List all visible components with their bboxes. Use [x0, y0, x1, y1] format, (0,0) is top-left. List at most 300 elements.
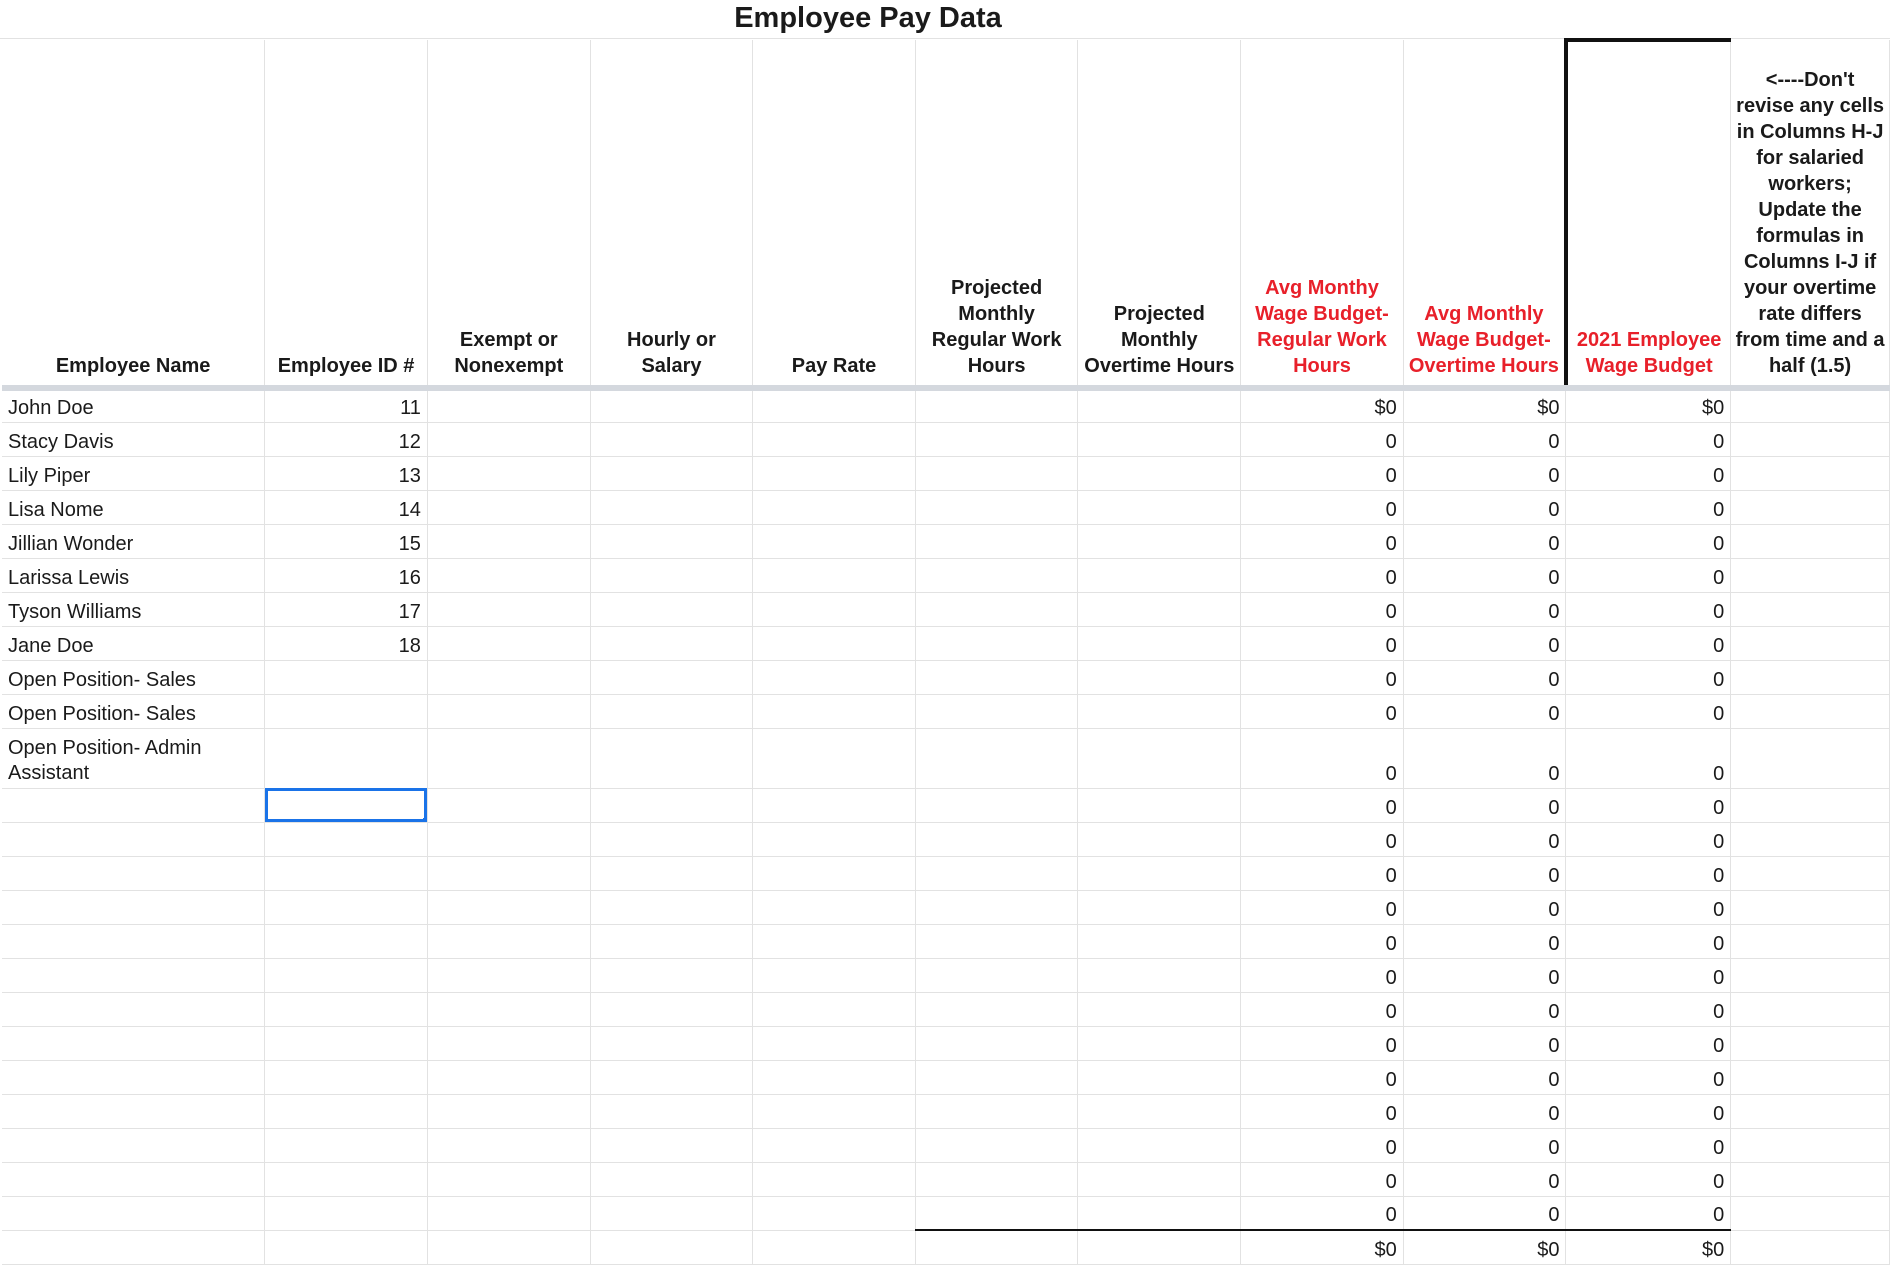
cell-employee-name[interactable]: [2, 1162, 265, 1196]
header-note[interactable]: <----Don't revise any cells in Columns H-J for salaried workers; Update the formulas in Columns I-J if your overtime rate differs from time and a half (1.5): [1731, 40, 1890, 388]
cell-hourly-salary[interactable]: [590, 1162, 753, 1196]
cell-2021-wage-budget[interactable]: 0: [1566, 728, 1731, 788]
cell-employee-name[interactable]: Larissa Lewis: [2, 558, 265, 592]
cell-wage-budget-overtime[interactable]: 0: [1403, 924, 1566, 958]
cell-wage-budget-regular[interactable]: 0: [1241, 788, 1404, 822]
cell-wage-budget-regular[interactable]: 0: [1241, 924, 1404, 958]
cell-note[interactable]: [1731, 558, 1890, 592]
cell-note[interactable]: [1731, 388, 1890, 422]
cell-note[interactable]: [1731, 1026, 1890, 1060]
cell-wage-budget-overtime[interactable]: 0: [1403, 524, 1566, 558]
cell-exempt[interactable]: [427, 856, 590, 890]
cell-employee-name[interactable]: Jane Doe: [2, 626, 265, 660]
totals-row: [2, 1230, 1890, 1264]
cell-employee-name[interactable]: [2, 1196, 265, 1230]
cell-wage-budget-regular[interactable]: 0: [1241, 1094, 1404, 1128]
cell-2021-wage-budget[interactable]: 0: [1566, 822, 1731, 856]
cell-note[interactable]: [1731, 456, 1890, 490]
cell-pay-rate[interactable]: [753, 788, 915, 822]
cell-pay-rate[interactable]: [753, 1026, 915, 1060]
header-wage-budget-regular[interactable]: Avg Monthy Wage Budget- Regular Work Hours: [1241, 40, 1404, 388]
cell-exempt[interactable]: [427, 558, 590, 592]
cell-2021-wage-budget[interactable]: 0: [1566, 524, 1731, 558]
cell-regular-hours[interactable]: [915, 1162, 1078, 1196]
table-row: [2, 856, 1890, 890]
cell-exempt[interactable]: [427, 822, 590, 856]
cell-overtime-hours[interactable]: [1078, 1094, 1241, 1128]
cell-overtime-hours[interactable]: [1078, 1196, 1241, 1230]
cell-note[interactable]: [1731, 694, 1890, 728]
cell-hourly-salary[interactable]: [590, 626, 753, 660]
cell-exempt[interactable]: [427, 490, 590, 524]
cell-regular-hours[interactable]: [915, 1094, 1078, 1128]
cell-wage-budget-regular[interactable]: 0: [1241, 456, 1404, 490]
cell-overtime-hours[interactable]: [1078, 626, 1241, 660]
cell-overtime-hours[interactable]: [1078, 1060, 1241, 1094]
cell-note[interactable]: [1731, 490, 1890, 524]
cell-2021-wage-budget[interactable]: 0: [1566, 992, 1731, 1026]
cell-employee-id[interactable]: [265, 924, 428, 958]
cell-2021-wage-budget[interactable]: 0: [1566, 958, 1731, 992]
cell-regular-hours[interactable]: [915, 890, 1078, 924]
cell-hourly-salary[interactable]: [590, 1196, 753, 1230]
cell-wage-budget-overtime[interactable]: 0: [1403, 558, 1566, 592]
cell-overtime-hours[interactable]: [1078, 422, 1241, 456]
cell-overtime-hours[interactable]: [1078, 992, 1241, 1026]
cell-employee-id[interactable]: [265, 660, 428, 694]
cell-hourly-salary[interactable]: [590, 558, 753, 592]
cell-2021-wage-budget[interactable]: 0: [1566, 856, 1731, 890]
cell-2021-wage-budget[interactable]: 0: [1566, 890, 1731, 924]
cell-2021-wage-budget[interactable]: 0: [1566, 456, 1731, 490]
cell-employee-id[interactable]: [265, 992, 428, 1026]
cell-pay-rate[interactable]: [753, 388, 915, 422]
cell-wage-budget-overtime[interactable]: 0: [1403, 822, 1566, 856]
cell-employee-name[interactable]: Tyson Williams: [2, 592, 265, 626]
cell-overtime-hours[interactable]: [1078, 822, 1241, 856]
cell-overtime-hours[interactable]: [1078, 728, 1241, 788]
cell-pay-rate[interactable]: [753, 558, 915, 592]
cell-note[interactable]: [1731, 1162, 1890, 1196]
cell-exempt[interactable]: [427, 388, 590, 422]
cell-employee-name[interactable]: Open Position- Sales: [2, 694, 265, 728]
cell-employee-id[interactable]: [265, 1196, 428, 1230]
cell-note[interactable]: [1731, 1128, 1890, 1162]
cell-employee-name[interactable]: [2, 1094, 265, 1128]
cell-wage-budget-overtime[interactable]: 0: [1403, 1162, 1566, 1196]
cell-wage-budget-overtime[interactable]: 0: [1403, 592, 1566, 626]
cell-pay-rate[interactable]: [753, 856, 915, 890]
cell-regular-hours[interactable]: [915, 1060, 1078, 1094]
cell-regular-hours[interactable]: [915, 694, 1078, 728]
total-cell[interactable]: [2, 1230, 265, 1264]
cell-hourly-salary[interactable]: [590, 490, 753, 524]
cell-wage-budget-overtime[interactable]: 0: [1403, 456, 1566, 490]
cell-hourly-salary[interactable]: [590, 992, 753, 1026]
cell-employee-id[interactable]: [265, 728, 428, 788]
cell-employee-name[interactable]: [2, 992, 265, 1026]
cell-employee-name[interactable]: [2, 1128, 265, 1162]
cell-wage-budget-regular[interactable]: 0: [1241, 856, 1404, 890]
cell-overtime-hours[interactable]: [1078, 1128, 1241, 1162]
cell-employee-name[interactable]: [2, 1060, 265, 1094]
cell-regular-hours[interactable]: [915, 788, 1078, 822]
cell-exempt[interactable]: [427, 626, 590, 660]
header-employee-id[interactable]: Employee ID #: [265, 40, 428, 388]
header-overtime-hours[interactable]: Projected Monthly Overtime Hours: [1078, 40, 1241, 388]
cell-employee-id[interactable]: [265, 1094, 428, 1128]
cell-employee-id[interactable]: [265, 1162, 428, 1196]
cell-hourly-salary[interactable]: [590, 592, 753, 626]
cell-wage-budget-overtime[interactable]: 0: [1403, 890, 1566, 924]
cell-note[interactable]: [1731, 1196, 1890, 1230]
cell-employee-id[interactable]: 17: [265, 592, 428, 626]
cell-wage-budget-regular[interactable]: 0: [1241, 592, 1404, 626]
cell-wage-budget-overtime[interactable]: 0: [1403, 1196, 1566, 1230]
cell-employee-id[interactable]: [265, 1060, 428, 1094]
cell-hourly-salary[interactable]: [590, 728, 753, 788]
cell-overtime-hours[interactable]: [1078, 490, 1241, 524]
cell-hourly-salary[interactable]: [590, 958, 753, 992]
cell-note[interactable]: [1731, 524, 1890, 558]
cell-exempt[interactable]: [427, 992, 590, 1026]
total-cell[interactable]: [1731, 1230, 1890, 1264]
cell-overtime-hours[interactable]: [1078, 524, 1241, 558]
cell-2021-wage-budget[interactable]: $0: [1566, 388, 1731, 422]
cell-pay-rate[interactable]: [753, 1162, 915, 1196]
cell-hourly-salary[interactable]: [590, 890, 753, 924]
cell-2021-wage-budget[interactable]: 0: [1566, 694, 1731, 728]
cell-wage-budget-regular[interactable]: 0: [1241, 660, 1404, 694]
cell-2021-wage-budget[interactable]: 0: [1566, 1162, 1731, 1196]
cell-2021-wage-budget[interactable]: 0: [1566, 1026, 1731, 1060]
cell-employee-id[interactable]: 11: [265, 388, 428, 422]
cell-employee-id[interactable]: [265, 958, 428, 992]
cell-regular-hours[interactable]: [915, 856, 1078, 890]
cell-pay-rate[interactable]: [753, 456, 915, 490]
cell-note[interactable]: [1731, 856, 1890, 890]
cell-wage-budget-overtime[interactable]: 0: [1403, 992, 1566, 1026]
cell-pay-rate[interactable]: [753, 1060, 915, 1094]
cell-overtime-hours[interactable]: [1078, 694, 1241, 728]
table-row: [2, 728, 1890, 788]
cell-2021-wage-budget[interactable]: 0: [1566, 558, 1731, 592]
cell-hourly-salary[interactable]: [590, 924, 753, 958]
cell-exempt[interactable]: [427, 592, 590, 626]
cell-2021-wage-budget[interactable]: 0: [1566, 592, 1731, 626]
total-2021-wage-budget[interactable]: $0: [1566, 1230, 1731, 1264]
cell-wage-budget-regular[interactable]: 0: [1241, 694, 1404, 728]
cell-employee-name[interactable]: [2, 822, 265, 856]
cell-regular-hours[interactable]: [915, 924, 1078, 958]
cell-employee-id[interactable]: [265, 822, 428, 856]
cell-pay-rate[interactable]: [753, 694, 915, 728]
cell-wage-budget-overtime[interactable]: 0: [1403, 1060, 1566, 1094]
cell-regular-hours[interactable]: [915, 660, 1078, 694]
cell-wage-budget-regular[interactable]: 0: [1241, 958, 1404, 992]
cell-employee-name[interactable]: Jillian Wonder: [2, 524, 265, 558]
cell-wage-budget-overtime[interactable]: 0: [1403, 660, 1566, 694]
cell-pay-rate[interactable]: [753, 422, 915, 456]
cell-wage-budget-regular[interactable]: 0: [1241, 626, 1404, 660]
cell-hourly-salary[interactable]: [590, 694, 753, 728]
header-regular-hours[interactable]: Projected Monthly Regular Work Hours: [915, 40, 1078, 388]
total-cell[interactable]: [915, 1230, 1078, 1264]
cell-exempt[interactable]: [427, 1094, 590, 1128]
cell-regular-hours[interactable]: [915, 558, 1078, 592]
cell-employee-name[interactable]: Lily Piper: [2, 456, 265, 490]
cell-2021-wage-budget[interactable]: 0: [1566, 1060, 1731, 1094]
cell-pay-rate[interactable]: [753, 992, 915, 1026]
cell-overtime-hours[interactable]: [1078, 890, 1241, 924]
cell-note[interactable]: [1731, 626, 1890, 660]
cell-employee-id[interactable]: 16: [265, 558, 428, 592]
header-2021-wage-budget[interactable]: 2021 Employee Wage Budget: [1566, 40, 1731, 388]
cell-regular-hours[interactable]: [915, 490, 1078, 524]
cell-employee-name[interactable]: Open Position- Sales: [2, 660, 265, 694]
cell-hourly-salary[interactable]: [590, 660, 753, 694]
cell-2021-wage-budget[interactable]: 0: [1566, 924, 1731, 958]
cell-employee-name[interactable]: Stacy Davis: [2, 422, 265, 456]
total-cell[interactable]: [753, 1230, 915, 1264]
cell-wage-budget-overtime[interactable]: 0: [1403, 1026, 1566, 1060]
total-cell[interactable]: [265, 1230, 428, 1264]
cell-overtime-hours[interactable]: [1078, 788, 1241, 822]
sheet-title: Employee Pay Data: [734, 2, 1002, 34]
cell-regular-hours[interactable]: [915, 822, 1078, 856]
cell-regular-hours[interactable]: [915, 1128, 1078, 1162]
cell-hourly-salary[interactable]: [590, 388, 753, 422]
cell-overtime-hours[interactable]: [1078, 558, 1241, 592]
total-cell[interactable]: [590, 1230, 753, 1264]
table-row: [2, 890, 1890, 924]
cell-hourly-salary[interactable]: [590, 524, 753, 558]
cell-regular-hours[interactable]: [915, 456, 1078, 490]
cell-exempt[interactable]: [427, 1128, 590, 1162]
cell-employee-id[interactable]: [265, 1128, 428, 1162]
cell-wage-budget-regular[interactable]: 0: [1241, 524, 1404, 558]
cell-exempt[interactable]: [427, 958, 590, 992]
cell-employee-id[interactable]: [265, 1026, 428, 1060]
cell-exempt[interactable]: [427, 728, 590, 788]
table-row: [2, 958, 1890, 992]
cell-employee-name[interactable]: [2, 856, 265, 890]
cell-2021-wage-budget[interactable]: 0: [1566, 1094, 1731, 1128]
table-row: [2, 490, 1890, 524]
cell-pay-rate[interactable]: [753, 1094, 915, 1128]
cell-overtime-hours[interactable]: [1078, 456, 1241, 490]
cell-employee-name[interactable]: [2, 924, 265, 958]
cell-pay-rate[interactable]: [753, 660, 915, 694]
cell-wage-budget-overtime[interactable]: 0: [1403, 694, 1566, 728]
cell-employee-id[interactable]: [265, 856, 428, 890]
table-row: [2, 992, 1890, 1026]
cell-wage-budget-overtime[interactable]: 0: [1403, 788, 1566, 822]
cell-note[interactable]: [1731, 822, 1890, 856]
cell-exempt[interactable]: [427, 788, 590, 822]
cell-note[interactable]: [1731, 660, 1890, 694]
total-cell[interactable]: [1078, 1230, 1241, 1264]
cell-wage-budget-overtime[interactable]: 0: [1403, 490, 1566, 524]
cell-overtime-hours[interactable]: [1078, 856, 1241, 890]
cell-employee-name[interactable]: [2, 1026, 265, 1060]
cell-employee-name[interactable]: Open Position- Admin Assistant: [2, 728, 265, 788]
table-row: [2, 524, 1890, 558]
cell-regular-hours[interactable]: [915, 958, 1078, 992]
cell-wage-budget-overtime[interactable]: 0: [1403, 626, 1566, 660]
cell-regular-hours[interactable]: [915, 1026, 1078, 1060]
cell-regular-hours[interactable]: [915, 422, 1078, 456]
cell-note[interactable]: [1731, 592, 1890, 626]
cell-hourly-salary[interactable]: [590, 1128, 753, 1162]
cell-pay-rate[interactable]: [753, 890, 915, 924]
cell-pay-rate[interactable]: [753, 1196, 915, 1230]
cell-exempt[interactable]: [427, 1060, 590, 1094]
cell-exempt[interactable]: [427, 1026, 590, 1060]
cell-overtime-hours[interactable]: [1078, 1162, 1241, 1196]
header-pay-rate[interactable]: Pay Rate: [753, 40, 915, 388]
cell-pay-rate[interactable]: [753, 728, 915, 788]
cell-employee-id[interactable]: [265, 788, 428, 822]
cell-note[interactable]: [1731, 728, 1890, 788]
cell-exempt[interactable]: [427, 924, 590, 958]
header-hourly-salary[interactable]: Hourly or Salary: [590, 40, 753, 388]
cell-wage-budget-regular[interactable]: 0: [1241, 1060, 1404, 1094]
cell-employee-name[interactable]: John Doe: [2, 388, 265, 422]
cell-wage-budget-regular[interactable]: 0: [1241, 422, 1404, 456]
cell-pay-rate[interactable]: [753, 592, 915, 626]
cell-regular-hours[interactable]: [915, 728, 1078, 788]
cell-wage-budget-regular[interactable]: 0: [1241, 890, 1404, 924]
cell-exempt[interactable]: [427, 422, 590, 456]
cell-exempt[interactable]: [427, 1196, 590, 1230]
cell-note[interactable]: [1731, 422, 1890, 456]
cell-wage-budget-overtime[interactable]: 0: [1403, 958, 1566, 992]
cell-wage-budget-overtime[interactable]: 0: [1403, 1094, 1566, 1128]
table-row: [2, 388, 1890, 422]
cell-2021-wage-budget[interactable]: 0: [1566, 1196, 1731, 1230]
cell-exempt[interactable]: [427, 660, 590, 694]
header-exempt[interactable]: Exempt or Nonexempt: [427, 40, 590, 388]
cell-2021-wage-budget[interactable]: 0: [1566, 660, 1731, 694]
cell-wage-budget-regular[interactable]: 0: [1241, 1162, 1404, 1196]
cell-2021-wage-budget[interactable]: 0: [1566, 490, 1731, 524]
cell-note[interactable]: [1731, 992, 1890, 1026]
cell-hourly-salary[interactable]: [590, 422, 753, 456]
cell-overtime-hours[interactable]: [1078, 924, 1241, 958]
cell-wage-budget-regular[interactable]: 0: [1241, 1026, 1404, 1060]
cell-wage-budget-overtime[interactable]: 0: [1403, 856, 1566, 890]
cell-pay-rate[interactable]: [753, 958, 915, 992]
table-row: [2, 1026, 1890, 1060]
cell-overtime-hours[interactable]: [1078, 1026, 1241, 1060]
cell-wage-budget-regular[interactable]: 0: [1241, 558, 1404, 592]
cell-note[interactable]: [1731, 958, 1890, 992]
cell-2021-wage-budget[interactable]: 0: [1566, 788, 1731, 822]
header-employee-name[interactable]: Employee Name: [2, 40, 265, 388]
cell-exempt[interactable]: [427, 456, 590, 490]
cell-hourly-salary[interactable]: [590, 788, 753, 822]
cell-hourly-salary[interactable]: [590, 856, 753, 890]
cell-pay-rate[interactable]: [753, 524, 915, 558]
cell-note[interactable]: [1731, 924, 1890, 958]
cell-pay-rate[interactable]: [753, 626, 915, 660]
cell-2021-wage-budget[interactable]: 0: [1566, 422, 1731, 456]
cell-wage-budget-regular[interactable]: 0: [1241, 822, 1404, 856]
cell-wage-budget-regular[interactable]: 0: [1241, 1196, 1404, 1230]
cell-employee-id[interactable]: 15: [265, 524, 428, 558]
cell-exempt[interactable]: [427, 1162, 590, 1196]
cell-regular-hours[interactable]: [915, 992, 1078, 1026]
header-wage-budget-overtime[interactable]: Avg Monthly Wage Budget- Overtime Hours: [1403, 40, 1566, 388]
cell-pay-rate[interactable]: [753, 1128, 915, 1162]
cell-wage-budget-regular[interactable]: 0: [1241, 490, 1404, 524]
total-wage-budget-regular[interactable]: $0: [1241, 1230, 1404, 1264]
cell-note[interactable]: [1731, 1094, 1890, 1128]
table-row: [2, 1128, 1890, 1162]
cell-hourly-salary[interactable]: [590, 456, 753, 490]
table-row: [2, 558, 1890, 592]
cell-overtime-hours[interactable]: [1078, 958, 1241, 992]
total-wage-budget-overtime[interactable]: $0: [1403, 1230, 1566, 1264]
cell-employee-id[interactable]: 13: [265, 456, 428, 490]
cell-wage-budget-overtime[interactable]: $0: [1403, 388, 1566, 422]
cell-wage-budget-regular[interactable]: 0: [1241, 992, 1404, 1026]
cell-overtime-hours[interactable]: [1078, 660, 1241, 694]
cell-exempt[interactable]: [427, 694, 590, 728]
cell-employee-name[interactable]: [2, 788, 265, 822]
cell-overtime-hours[interactable]: [1078, 388, 1241, 422]
cell-exempt[interactable]: [427, 524, 590, 558]
cell-wage-budget-regular[interactable]: 0: [1241, 1128, 1404, 1162]
cell-overtime-hours[interactable]: [1078, 592, 1241, 626]
cell-regular-hours[interactable]: [915, 1196, 1078, 1230]
cell-employee-id[interactable]: [265, 694, 428, 728]
cell-employee-name[interactable]: [2, 890, 265, 924]
cell-2021-wage-budget[interactable]: 0: [1566, 626, 1731, 660]
cell-hourly-salary[interactable]: [590, 1094, 753, 1128]
cell-employee-id[interactable]: 12: [265, 422, 428, 456]
cell-regular-hours[interactable]: [915, 626, 1078, 660]
cell-employee-id[interactable]: 14: [265, 490, 428, 524]
cell-pay-rate[interactable]: [753, 924, 915, 958]
cell-note[interactable]: [1731, 890, 1890, 924]
cell-employee-id[interactable]: [265, 890, 428, 924]
cell-2021-wage-budget[interactable]: 0: [1566, 1128, 1731, 1162]
cell-regular-hours[interactable]: [915, 592, 1078, 626]
cell-pay-rate[interactable]: [753, 490, 915, 524]
cell-employee-id[interactable]: 18: [265, 626, 428, 660]
cell-wage-budget-overtime[interactable]: 0: [1403, 728, 1566, 788]
cell-hourly-salary[interactable]: [590, 822, 753, 856]
cell-regular-hours[interactable]: [915, 388, 1078, 422]
cell-note[interactable]: [1731, 788, 1890, 822]
cell-hourly-salary[interactable]: [590, 1026, 753, 1060]
cell-regular-hours[interactable]: [915, 524, 1078, 558]
cell-wage-budget-overtime[interactable]: 0: [1403, 1128, 1566, 1162]
selection-fill-handle[interactable]: [423, 818, 428, 823]
cell-exempt[interactable]: [427, 890, 590, 924]
cell-wage-budget-regular[interactable]: 0: [1241, 728, 1404, 788]
total-cell[interactable]: [427, 1230, 590, 1264]
cell-employee-name[interactable]: Lisa Nome: [2, 490, 265, 524]
cell-wage-budget-overtime[interactable]: 0: [1403, 422, 1566, 456]
cell-pay-rate[interactable]: [753, 822, 915, 856]
cell-note[interactable]: [1731, 1060, 1890, 1094]
cell-employee-name[interactable]: [2, 958, 265, 992]
cell-wage-budget-regular[interactable]: $0: [1241, 388, 1404, 422]
cell-hourly-salary[interactable]: [590, 1060, 753, 1094]
